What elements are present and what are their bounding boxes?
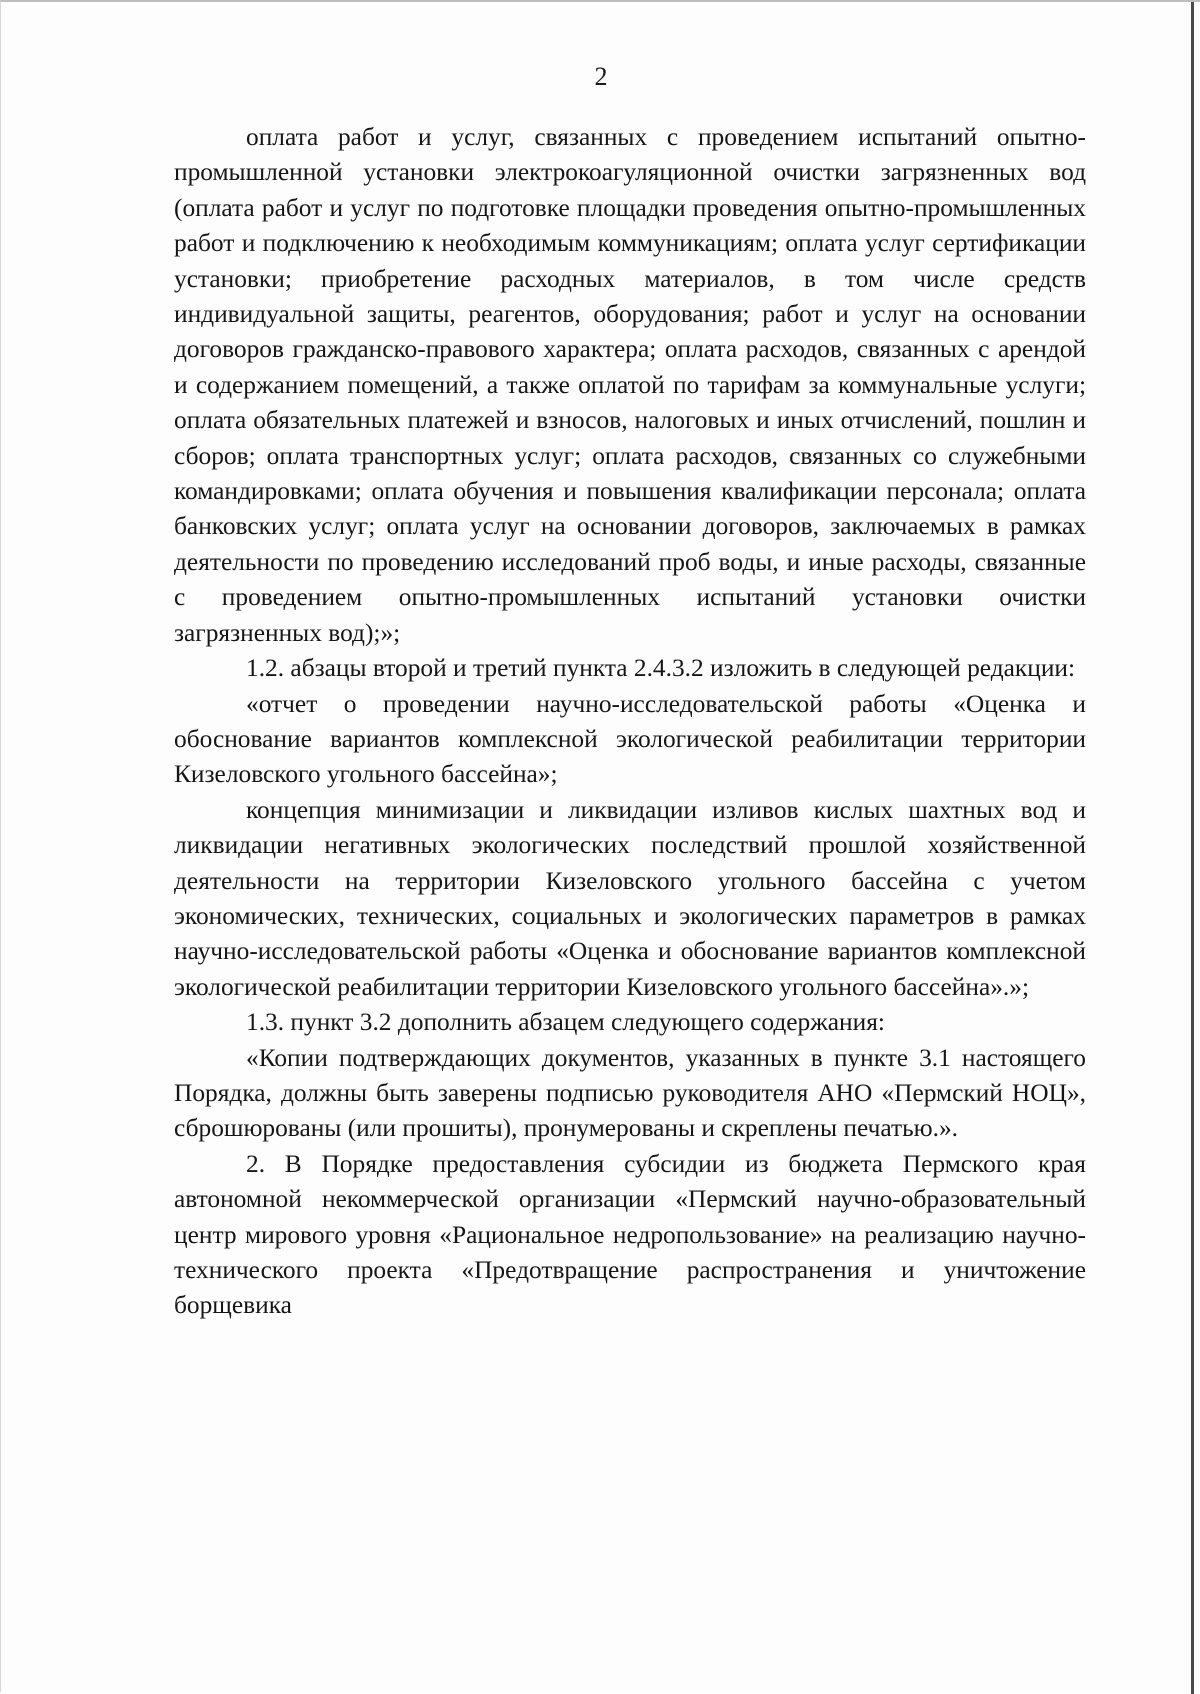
paragraph-copies-quote: «Копии подтверждающих документов, указанных в пункте 3.1 настоящего Порядка, должны быть заверены подписью руководителя АНО «Пермский НОЦ», сброшюрованы (или прошиты), пронумерованы и скреплены печатью.». [174, 1043, 1086, 1143]
document-body [174, 120, 1086, 1324]
paragraph-item-1-3: 1.3. пункт 3.2 дополнить абзацем следующего содержания: [246, 1008, 885, 1037]
paragraph-report-quote: «отчет о проведении научно-исследовательской работы «Оценка и обоснование вариантов комплексной экологической реабилитации территории Кизеловского угольного бассейна»; [174, 689, 1086, 789]
page-edge-shadow [1191, 2, 1194, 1694]
paragraph-item-2: 2. В Порядке предоставления субсидии из бюджета Пермского края автономной некоммерческой организации «Пермский научно-образовательный центр мирового уровня «Рациональное недропользование» на реализацию научно-технического проекта «Предотвращение распространения и уничтожение борщевика [174, 1149, 1086, 1320]
page-number: 2 [594, 62, 608, 91]
paragraph-item-1-2: 1.2. абзацы второй и третий пункта 2.4.3.2 изложить в следующей редакции: [246, 654, 1076, 683]
paragraph-concept: концепция минимизации и ликвидации изливов кислых шахтных вод и ликвидации негативных экологических последствий прошлой хозяйственной деятельности на территории Кизеловского угольного бассейна с учетом экономических, технических, социальных и экологических параметров в рамках научно-исследовательской работы «Оценка и обоснование вариантов комплексной экологической реабилитации территории Кизеловского угольного бассейна».»; [174, 795, 1086, 1001]
paragraph-expense-list: оплата работ и услуг, связанных с проведением испытаний опытно-промышленной установки электрокоагуляционной очистки загрязненных вод (оплата работ и услуг по подготовке площадки проведения опытно-промышленных работ и подключению к необходимым коммуникациям; оплата услуг сертификации установки; приобретение расходных материалов, в том числе средств индивидуальной защиты, реагентов, оборудования; работ и услуг на основании договоров гражданско-правового характера; оплата расходов, связанных с арендой и содержанием помещений, а также оплатой по тарифам за коммунальные услуги; оплата обязательных платежей и взносов, налоговых и иных отчислений, пошлин и сборов; оплата транспортных услуг; оплата расходов, связанных со служебными командировками; оплата обучения и повышения квалификации персонала; оплата банковских услуг; оплата услуг на основании договоров, заключаемых в рамках деятельности по проведению исследований проб воды, и иные расходы, связанные с проведением опытно-промышленных испытаний установки очистки загрязненных вод);»; [174, 123, 1086, 647]
